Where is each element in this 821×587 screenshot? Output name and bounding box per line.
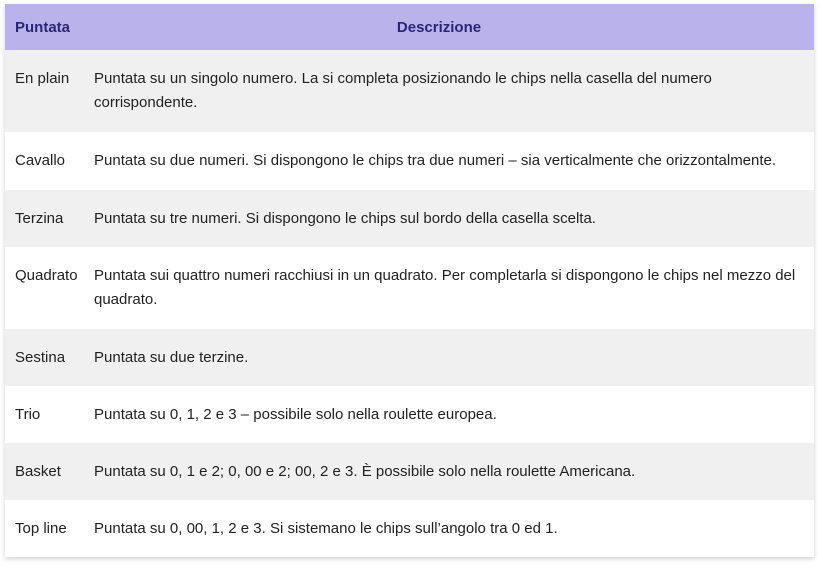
table-row bbox=[5, 190, 814, 247]
bet-description: Puntata su 0, 1 e 2; 0, 00 e 2; 00, 2 e 3. È possibile solo nella roulette Americana. bbox=[94, 463, 636, 480]
bets-table-container bbox=[5, 4, 814, 557]
bet-name: Basket bbox=[15, 463, 61, 480]
bet-description: Puntata su 0, 00, 1, 2 e 3. Si sistemano le chips sull’angolo tra 0 ed 1. bbox=[94, 520, 558, 537]
bet-name: Cavallo bbox=[15, 152, 66, 169]
bet-description: Puntata su un singolo numero. La si completa posizionando le chips nella casella del numero corrispondente. bbox=[94, 70, 712, 111]
table-row bbox=[5, 132, 814, 190]
table-row bbox=[5, 386, 814, 443]
table-row bbox=[5, 50, 814, 132]
table-body bbox=[5, 50, 814, 557]
header-bet: Puntata bbox=[15, 18, 71, 36]
bet-name: Top line bbox=[15, 520, 67, 537]
bet-name: Trio bbox=[15, 406, 41, 423]
bet-description: Puntata su due terzine. bbox=[94, 349, 249, 366]
bet-name: Terzina bbox=[15, 210, 64, 227]
bets-table bbox=[5, 4, 814, 557]
header-row bbox=[5, 4, 814, 50]
bet-name: En plain bbox=[15, 70, 70, 87]
bet-description: Puntata su due numeri. Si dispongono le chips tra due numeri – sia verticalmente che orizzontalmente. bbox=[94, 152, 777, 169]
table-row bbox=[5, 443, 814, 500]
table-row bbox=[5, 329, 814, 386]
table-row bbox=[5, 247, 814, 329]
table-header bbox=[5, 4, 814, 50]
table-row bbox=[5, 500, 814, 557]
bet-name: Quadrato bbox=[15, 267, 78, 284]
bet-description: Puntata sui quattro numeri racchiusi in un quadrato. Per completarla si dispongono le chips nel mezzo del quadrato. bbox=[94, 267, 796, 308]
bet-name: Sestina bbox=[15, 349, 66, 366]
bet-description: Puntata su tre numeri. Si dispongono le chips sul bordo della casella scelta. bbox=[94, 210, 596, 227]
bet-description: Puntata su 0, 1, 2 e 3 – possibile solo nella roulette europea. bbox=[94, 406, 497, 423]
header-description: Descrizione bbox=[396, 18, 482, 36]
